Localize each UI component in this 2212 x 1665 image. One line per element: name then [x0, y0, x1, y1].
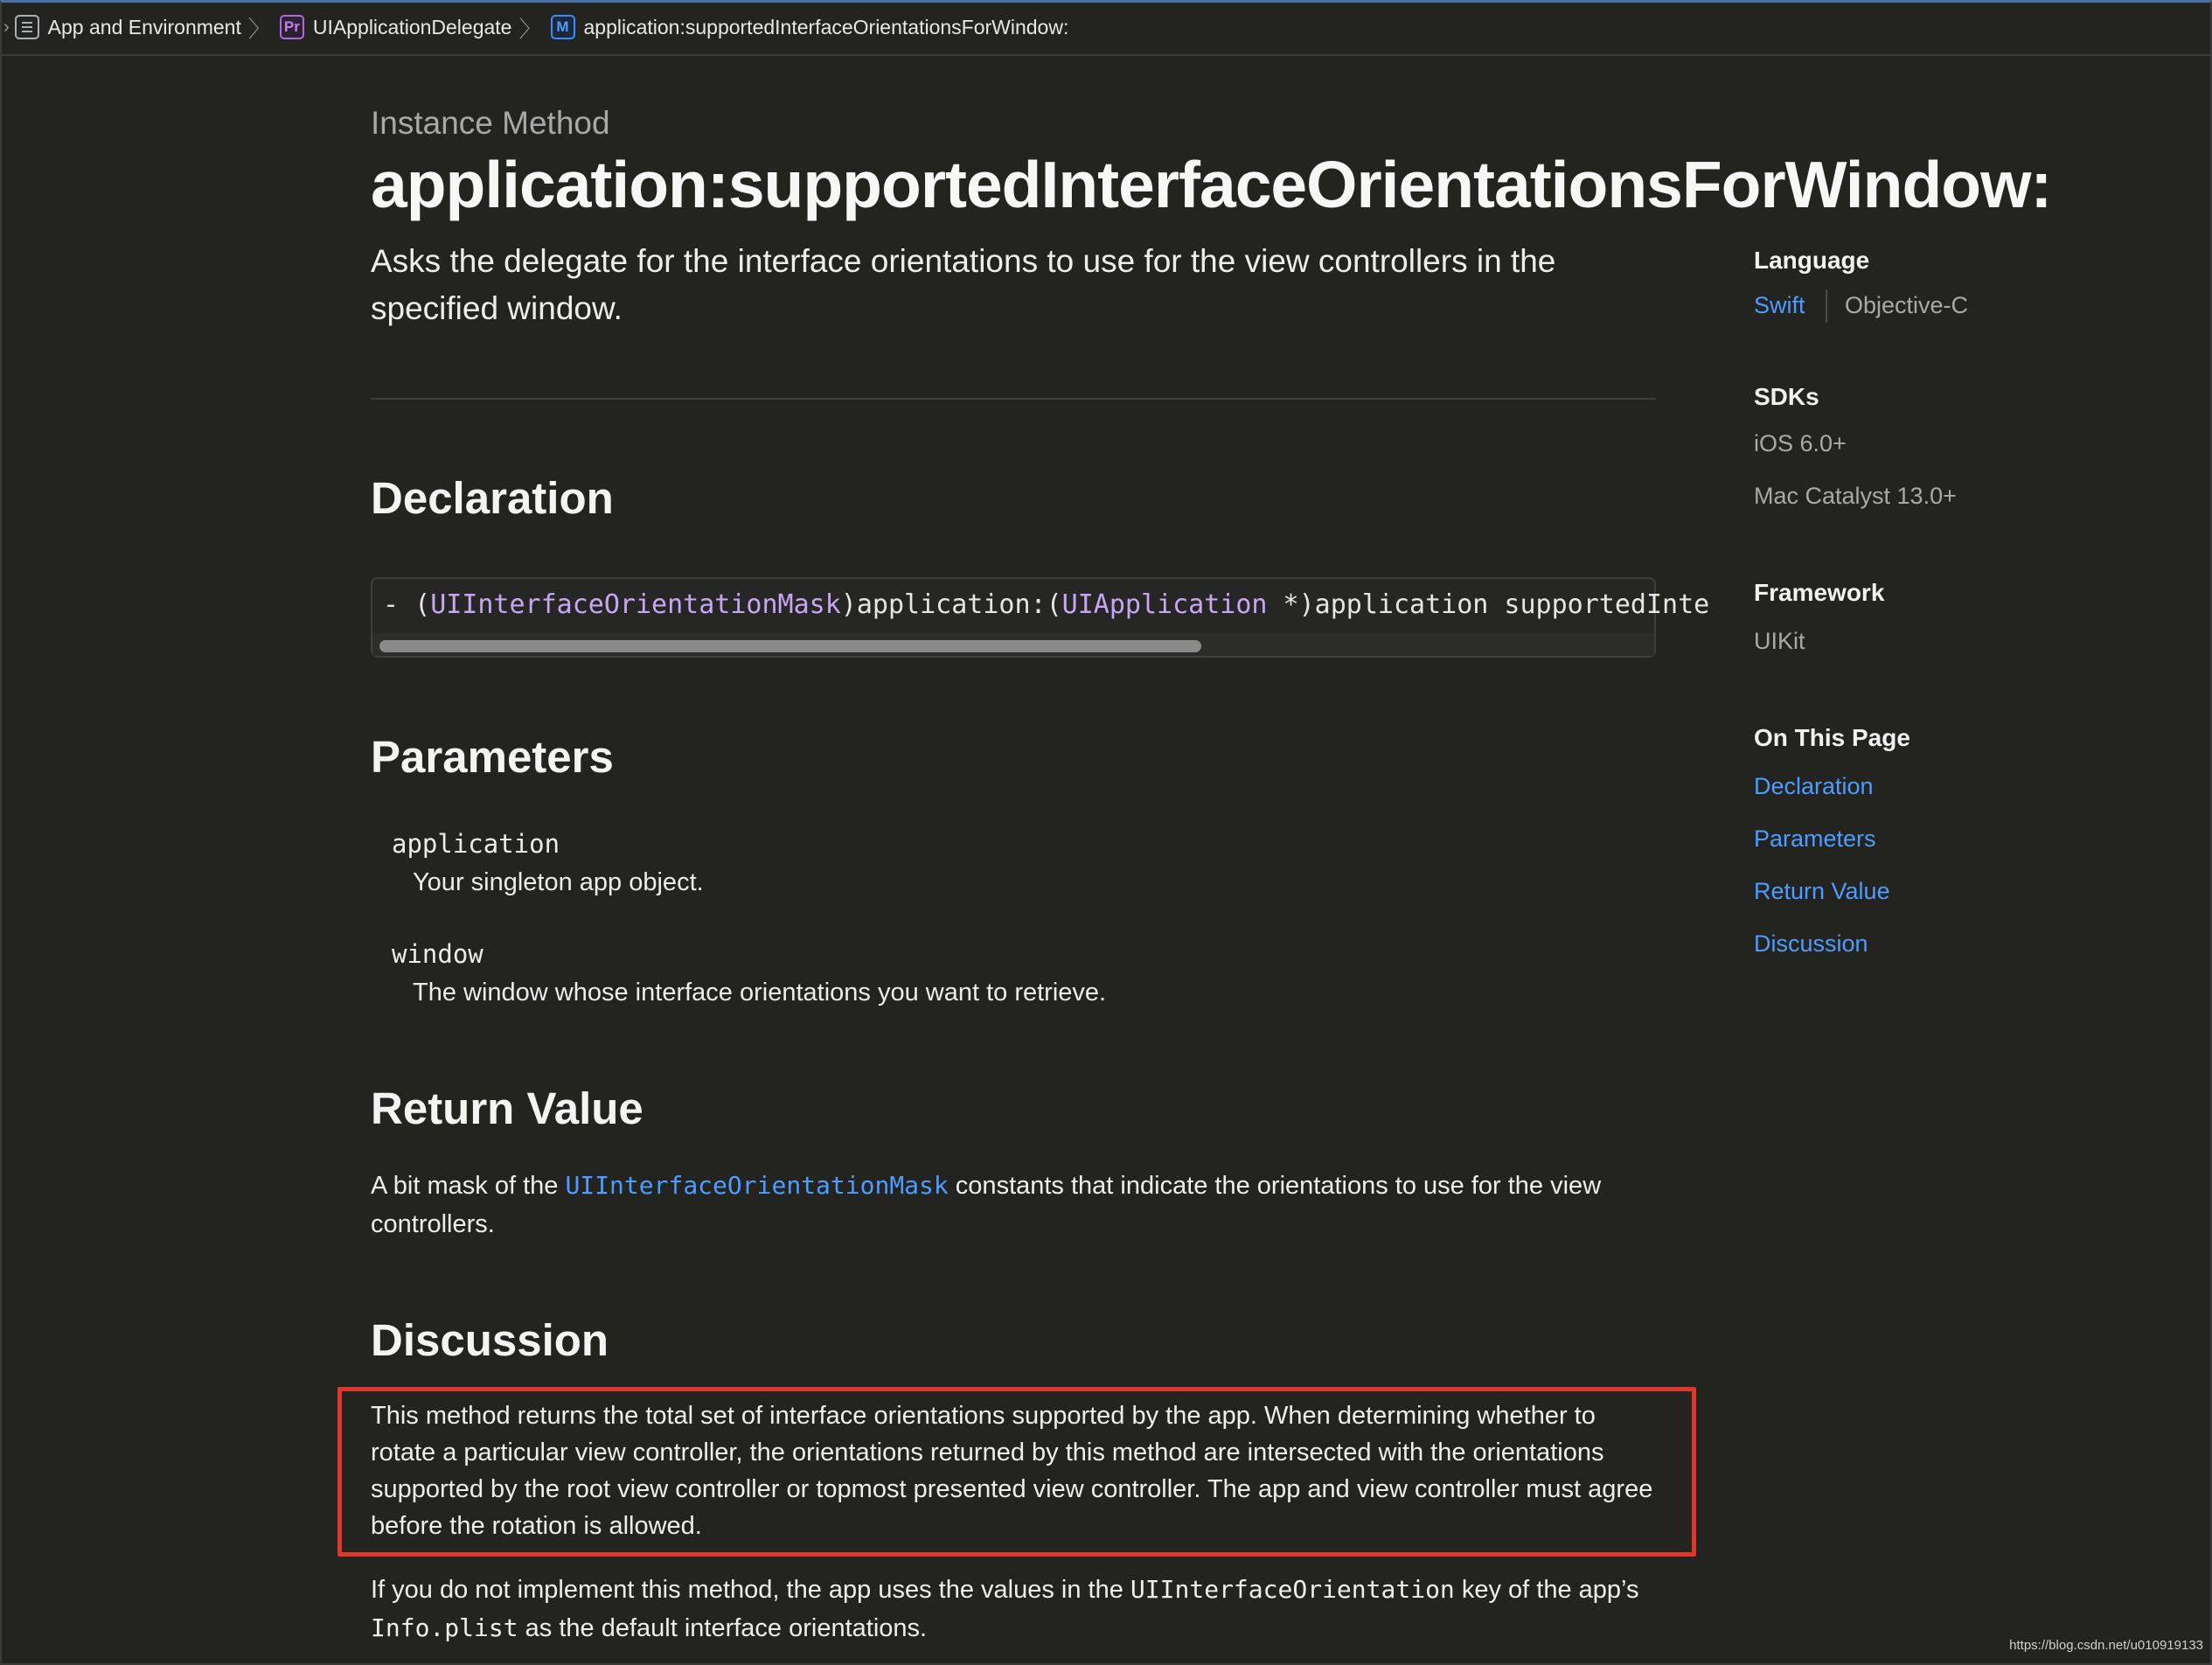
return-value-text: A bit mask of the UIInterfaceOrientationMask constants that indicate the orientations to use for the view controllers.: [371, 1171, 1602, 1238]
param-name: application: [392, 829, 560, 859]
toc-link-parameters[interactable]: Parameters: [1754, 826, 1876, 852]
on-this-page-heading: On This Page: [1754, 724, 1910, 751]
chevron-left-icon: ›: [3, 17, 10, 37]
param-name: window: [392, 939, 483, 969]
framework-heading: Framework: [1754, 579, 1885, 606]
framework-value: UIKit: [1754, 628, 1805, 654]
method-icon: M: [551, 15, 575, 39]
discussion-paragraph: If you do not implement this method, the app uses the values in the UIInterfaceOrientation key of the app’s Info.plist as the default interface orientations.: [371, 1575, 1639, 1642]
page-eyebrow: Instance Method: [371, 105, 610, 141]
protocol-icon: Pr: [280, 15, 304, 39]
watermark: https://blog.csdn.net/u010919133: [2009, 1638, 2203, 1653]
declaration-code: - (UIInterfaceOrientationMask)application:(UIApplication *)application supportedInte: [383, 589, 1710, 620]
language-separator: [1826, 289, 1827, 323]
sdk-item: iOS 6.0+: [1754, 430, 1847, 456]
return-type-link[interactable]: UIInterfaceOrientationMask: [430, 589, 841, 620]
language-swift-link[interactable]: Swift: [1754, 292, 1805, 318]
discussion-paragraph: This method returns the total set of interface orientations supported by the app. When determining whether to rotate a particular view controller, the orientations returned by this method are intersected with the orientations supported by the root view controller or topmost presented view controller. The app and view controller must agree before the rotation is allowed.: [371, 1402, 1653, 1540]
chevron-right-icon: 〉: [247, 15, 271, 42]
page-title: application:supportedInterfaceOrientationsForWindow:: [371, 148, 2052, 221]
language-heading: Language: [1754, 247, 1870, 274]
page-abstract: Asks the delegate for the interface orientations to use for the view controllers in the specified window.: [371, 243, 1556, 326]
param-description: The window whose interface orientations you want to retrieve.: [413, 979, 1107, 1007]
list-icon: [15, 15, 39, 39]
breadcrumb-item-app-and-environment[interactable]: [15, 15, 241, 39]
sdk-item: Mac Catalyst 13.0+: [1754, 483, 1957, 509]
highlight-annotation: [337, 1387, 1696, 1557]
declaration-code-block[interactable]: [371, 577, 1710, 658]
sdks-heading: SDKs: [1754, 383, 1819, 410]
parameters-heading: Parameters: [371, 732, 614, 782]
toc-link-return-value[interactable]: Return Value: [1754, 878, 1890, 904]
breadcrumb-label: application:supportedInterfaceOrientationsForWindow:: [583, 15, 1069, 38]
return-value-heading: Return Value: [371, 1083, 643, 1133]
divider: [371, 398, 1656, 400]
toc-link-discussion[interactable]: Discussion: [1754, 930, 1868, 957]
breadcrumb-item-method[interactable]: [551, 15, 1069, 39]
horizontal-scrollbar[interactable]: [372, 633, 1654, 656]
breadcrumb: [0, 0, 2212, 56]
breadcrumb-item-uiapplicationdelegate[interactable]: [280, 15, 512, 39]
param-description: Your singleton app object.: [413, 868, 704, 896]
breadcrumb-label: App and Environment: [47, 15, 241, 38]
language-objc[interactable]: Objective-C: [1845, 292, 1969, 318]
breadcrumb-label: UIApplicationDelegate: [312, 15, 512, 38]
scrollbar-thumb[interactable]: [379, 640, 1201, 652]
uiinterfaceorientationmask-link[interactable]: UIInterfaceOrientationMask: [565, 1171, 949, 1200]
toc-link-declaration[interactable]: Declaration: [1754, 773, 1874, 799]
chevron-right-icon: 〉: [518, 15, 542, 42]
discussion-heading: Discussion: [371, 1315, 609, 1365]
declaration-heading: Declaration: [371, 473, 614, 523]
param-type-link[interactable]: UIApplication: [1061, 589, 1268, 620]
